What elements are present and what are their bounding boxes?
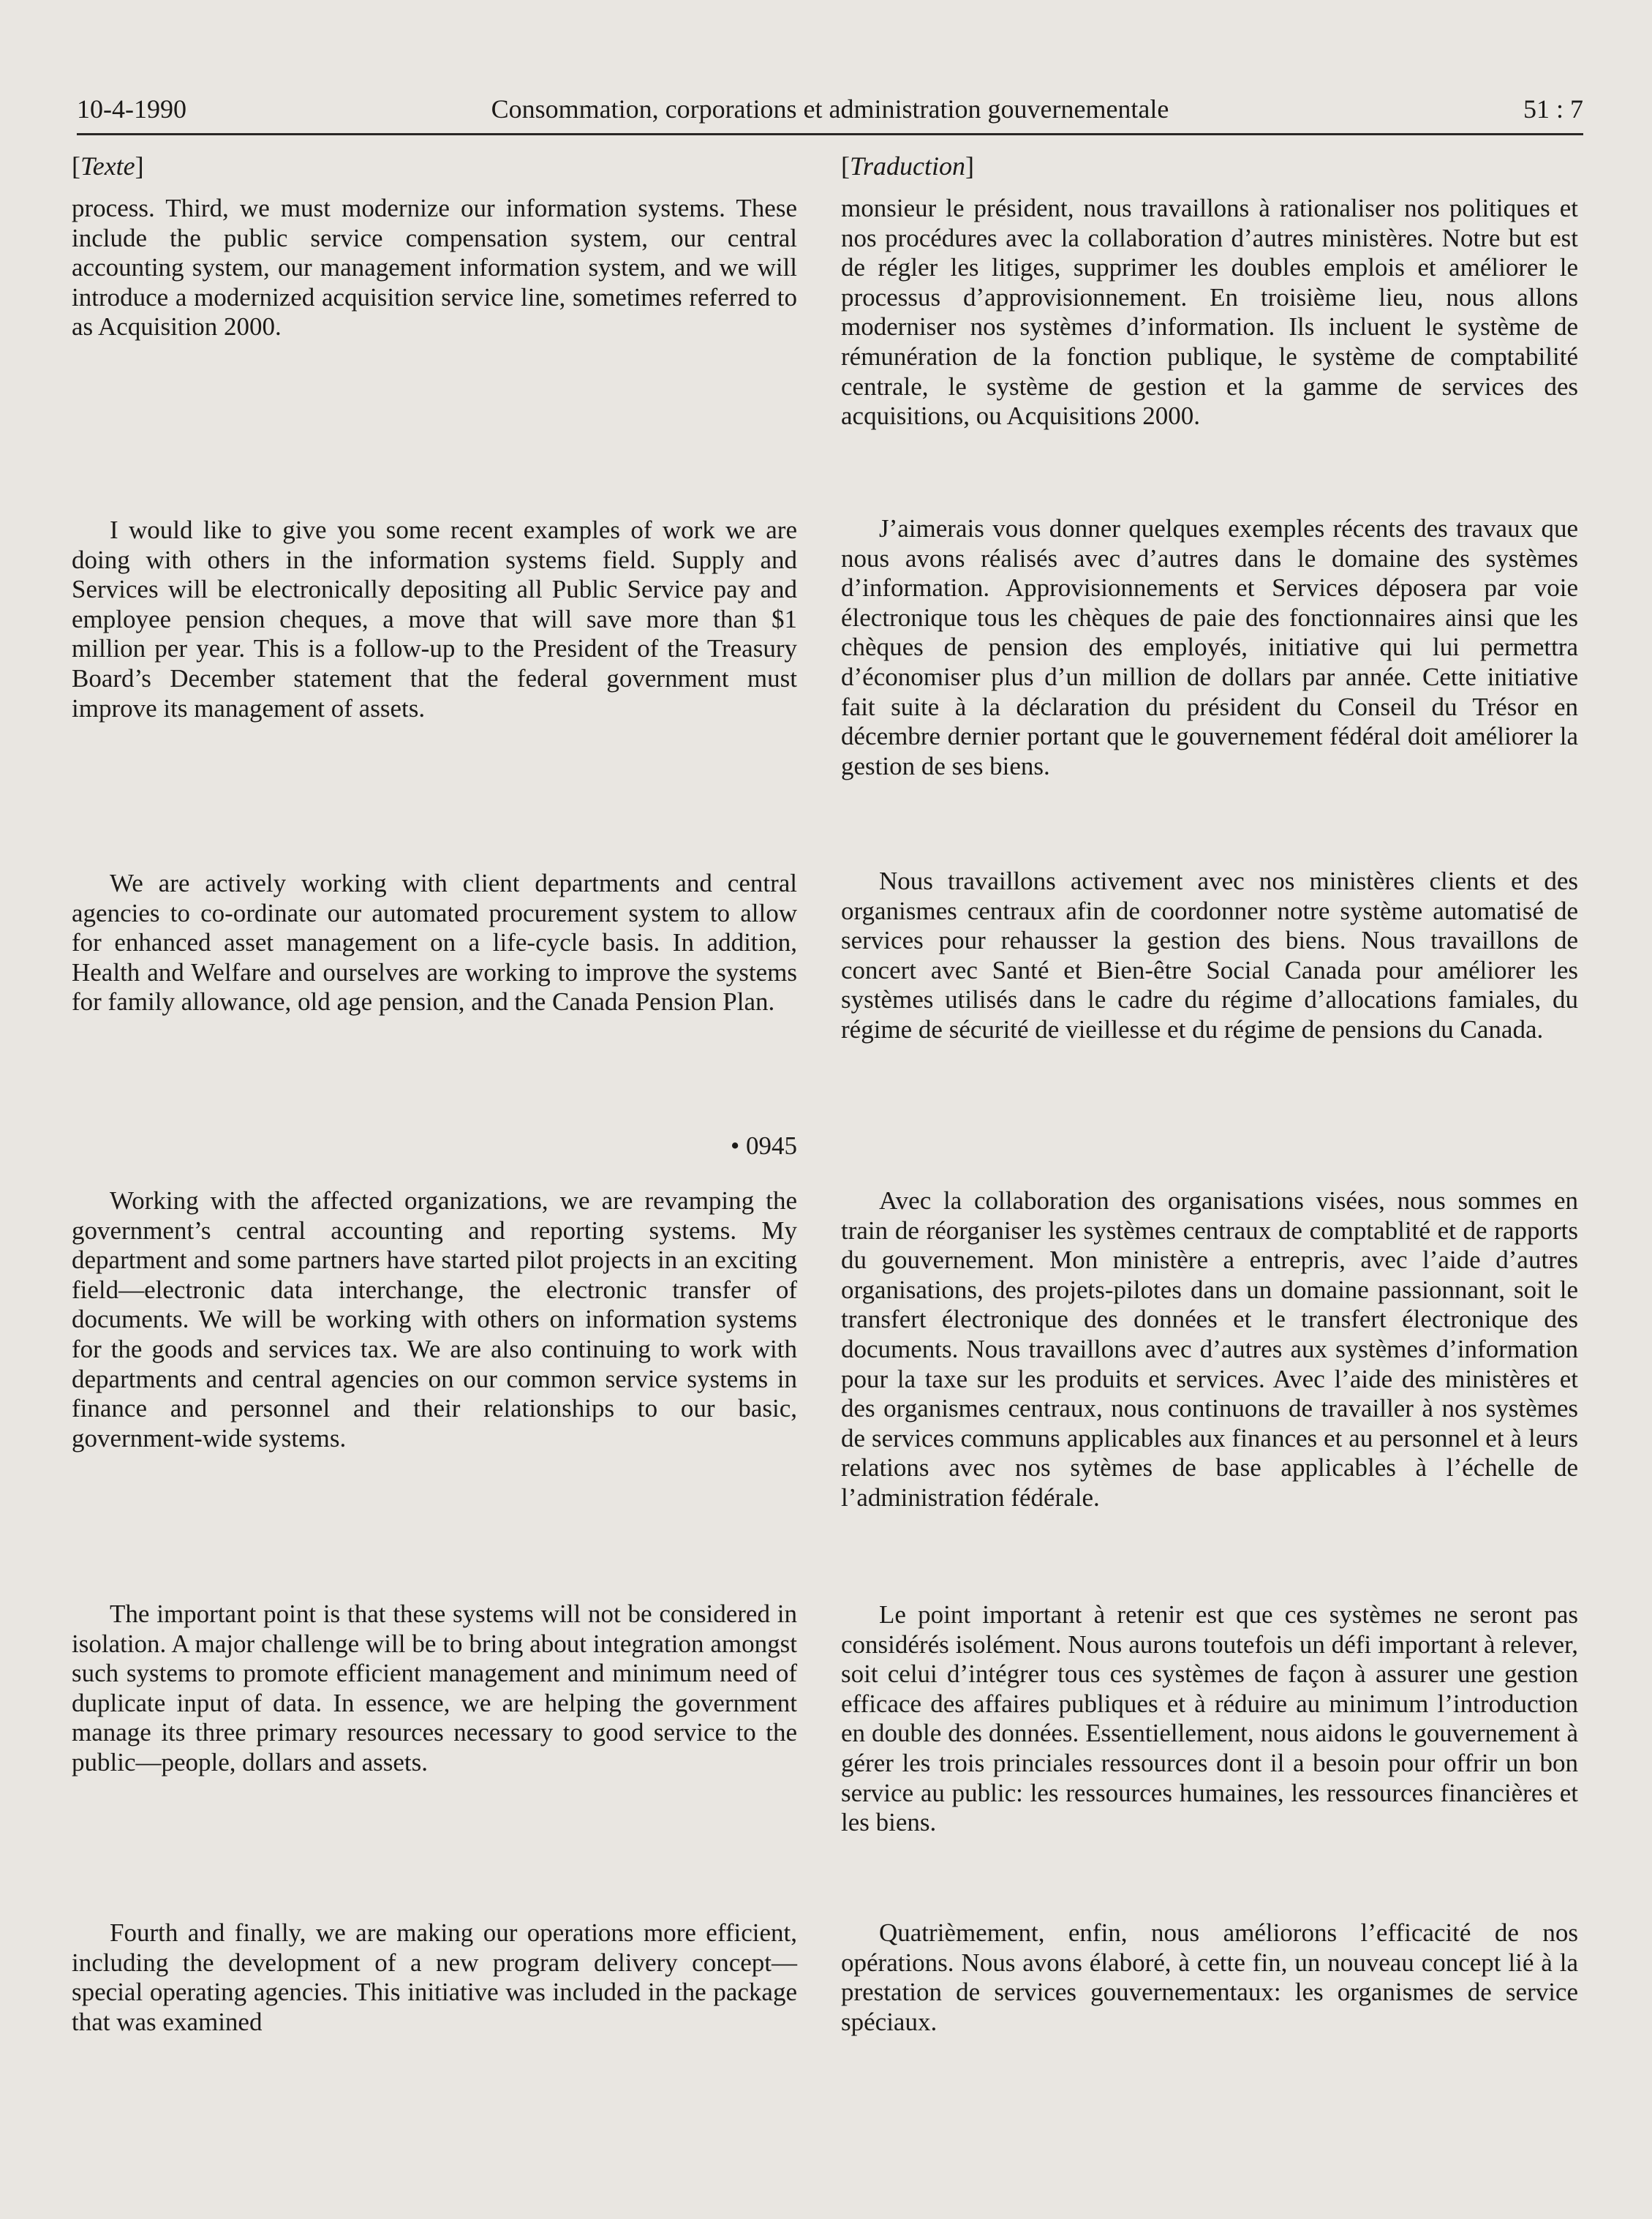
- column-label-text: Texte: [80, 151, 135, 181]
- left-column: [72, 150, 797, 2036]
- paragraph: Working with the affected organizations, we are revamping the government’s central accounting and reporting systems. My department and some partners have started pilot projects in an exciting field—electronic data interchange, the electronic transfer of documents. We will be working with others on information systems for the goods and services tax. We are also continuing to work with departments and central agencies on our common service systems in finance and personnel and their relationships to our basic, government-wide systems.: [72, 1186, 797, 1453]
- paragraph: Le point important à retenir est que ces systèmes ne seront pas considérés isolément. Nous aurons toutefois un défi important à relever, soit celui d’intégrer tous ces systèmes de façon à assurer une gestion efficace des affaires publiques et à réduire au minimum l’introduction en double des données. Essentiellement, nous aidons le gouvernement à gérer les trois princiales ressources dont il a besoin pour offrir un bon service au public: les ressources humaines, les ressources financières et les biens.: [841, 1600, 1578, 1837]
- paragraph: process. Third, we must modernize our information systems. These include the public service compensation system, our central accounting system, our management information system, and we will introduce a modernized acquisition service line, sometimes referred to as Acquisition 2000.: [72, 194, 797, 342]
- column-label-traduction: [Traduction]: [841, 151, 975, 181]
- paragraph: The important point is that these systems will not be considered in isolation. A major challenge will be to bring about integration amongst such systems to promote efficient management and minimum need of duplicate input of data. In essence, we are helping the government manage its three primary resources necessary to good service to the public—people, dollars and assets.: [72, 1600, 797, 1777]
- paragraph: We are actively working with client departments and central agencies to co-ordinate our automated procurement system to allow for enhanced asset management on a life-cycle basis. In addition, Health and Welfare and ourselves are working to improve the systems for family allowance, old age pension, and the Canada Pension Plan.: [72, 869, 797, 1017]
- paragraph: monsieur le président, nous travaillons à rationaliser nos politiques et nos procédures avec la collaboration d’autres ministères. Notre but est de régler les litiges, supprimer les doubles emplois et améliorer le processus d’approvisionnement. En troisième lieu, nous allons moderniser nos systèmes d’information. Ils incluent le système de rémunération de la fonction publique, le système de comptabilité centrale, le système de gestion et la gamme de services des acquisitions, ou Acquisitions 2000.: [841, 194, 1578, 431]
- paragraph: Fourth and finally, we are making our operations more efficient, including the development of a new program delivery concept—special operating agencies. This initiative was included in the package that was examined: [72, 1918, 797, 2036]
- header-date: 10-4-1990: [77, 94, 186, 124]
- header-page-number: 51 : 7: [1523, 94, 1583, 124]
- paragraph: Nous travaillons activement avec nos ministères clients et des organismes centraux afin de coordonner notre système automatisé de services pour rehausser la gestion des biens. Nous travaillons de concert avec Santé et Bien-être Social Canada pour améliorer les systèmes utilisés dans le cadre du régime d’allocations famiales, du régime de sécurité de vieillesse et du régime de pensions du Canada.: [841, 867, 1578, 1044]
- column-label-texte: [Texte]: [72, 151, 144, 181]
- paragraph: I would like to give you some recent examples of work we are doing with others in the information systems field. Supply and Services will be electronically depositing all Public Service pay and employee pension cheques, a move that will save more than $1 million per year. This is a follow-up to the President of the Treasury Board’s December statement that the federal government must improve its management of assets.: [72, 516, 797, 723]
- paragraph: Avec la collaboration des organisations visées, nous sommes en train de réorganiser les systèmes centraux de comptablité et de rapports du gouvernement. Mon ministère a entrepris, avec l’aide d’autres organisations, des projets-pilotes dans un domaine passionnant, soit le transfert électronique des données et le transfert électronique des documents. Nous travaillons avec d’autres aux systèmes d’information pour la taxe sur les produits et services. Avec l’aide des ministères et des organismes centraux, nous continuons de travailler à nos systèmes de services communs applicables aux finances et au personnel et à leurs relations avec nos sytèmes de base applicables à l’échelle de l’administration fédérale.: [841, 1186, 1578, 1512]
- right-column: [841, 150, 1578, 2036]
- paragraph: Quatrièmement, enfin, nous améliorons l’efficacité de nos opérations. Nous avons élaboré, à cette fin, un nouveau concept lié à la prestation de services gouvernementaux: les organismes de service spéciaux.: [841, 1918, 1578, 2036]
- column-label-text: Traduction: [850, 151, 966, 181]
- header-title: Consommation, corporations et administration gouvernementale: [491, 94, 1169, 124]
- page-header: [77, 94, 1583, 135]
- paragraph: J’aimerais vous donner quelques exemples récents des travaux que nous avons réalisés avec d’autres dans le domaine des systèmes d’information. Approvisionnements et Services déposera par voie électronique tous les chèques de paie des fonctionnaires ainsi que les chèques de pension des employés, initiative qui lui permettra d’économiser plus d’un million de dollars par année. Cette initiative fait suite à la déclaration du président du Conseil du Trésor en décembre dernier portant que le gouvernement fédéral doit améliorer la gestion de ses biens.: [841, 514, 1578, 780]
- timestamp: • 0945: [730, 1131, 797, 1160]
